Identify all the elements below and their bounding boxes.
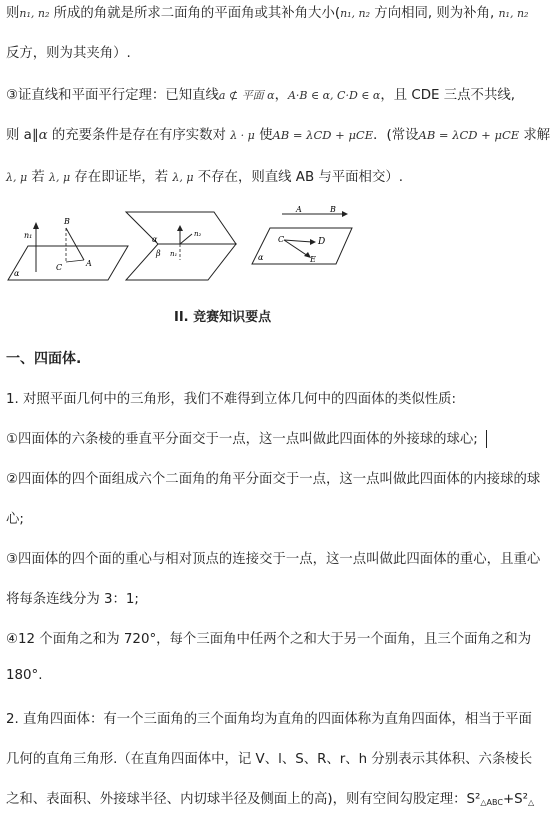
label-c: C — [278, 235, 285, 244]
paragraph-item1: 1. 对照平面几何中的三角形，我们不难得到立体几何中的四面体的类似性质: — [6, 392, 457, 407]
paragraph-item1a — [6, 428, 487, 448]
math-symbol: α — [38, 128, 48, 143]
math-expression: a ⊄ 平面 α — [218, 89, 275, 102]
text-fragment: ， — [274, 88, 288, 103]
diagram-dihedral-angle — [118, 204, 242, 286]
text-fragment: 不存在，则直线 AB 与平面相交）. — [193, 170, 403, 185]
label-beta: β — [156, 249, 161, 258]
text-fragment: 的充要条件是存在有序实数对 — [47, 128, 231, 143]
math-expression: A·B ∈ α, C·D ∈ α — [287, 89, 381, 102]
math-expression: λ · μ — [230, 129, 255, 142]
vector-equation: AB = λCD + μCE — [272, 128, 374, 142]
paragraph-item1b-line1: ②四面体的四个面组成六个二面角的角平分面交于一点，这一点叫做此四面体的内接球的球 — [6, 472, 541, 487]
section-title: II. 竞赛知识要点 — [174, 310, 272, 325]
text-line-3 — [6, 84, 515, 103]
text-fragment: ，且 CDE 三点不共线, — [380, 88, 515, 103]
label-a: A — [86, 259, 92, 268]
text-fragment: 使 — [254, 128, 273, 143]
text-line-2: 反方，则为其夹角）. — [6, 46, 131, 61]
text-fragment: ③证直线和平面平行定理：已知直线 — [6, 88, 219, 103]
text-line-5 — [6, 166, 403, 185]
text-fragment: 存在即证毕，若 — [70, 170, 173, 185]
math-expression: λ, μ — [6, 171, 28, 184]
text-line-4 — [6, 124, 550, 143]
paragraph-item2-line1: 2. 直角四面体：有一个三面角的三个面角均为直角的四面体称为直角四面体，相当于平面 — [6, 712, 532, 727]
text-fragment: 求解 — [519, 128, 551, 143]
label-e: E — [310, 255, 316, 264]
text-fragment: 则 a∥ — [6, 128, 39, 143]
vector-equation: AB = λCD + μCE — [418, 128, 520, 142]
math-expression: λ, μ — [172, 171, 194, 184]
text-fragment: +S² — [502, 792, 529, 807]
text-fragment: ．(常设 — [373, 128, 419, 143]
subscript: △ABC — [480, 798, 503, 807]
paragraph-item2-line2: 几何的直角三角形.（在直角四面体中，记 V、l、S、R、r、h 分别表示其体积、六条棱长 — [6, 752, 533, 767]
paragraph-item1d-line2: 180°. — [6, 668, 43, 683]
label-a: A — [296, 205, 302, 214]
paragraph-item1c-line1: ③四面体的四个面的重心与相对顶点的连接交于一点，这一点叫做此四面体的重心，且重心 — [6, 552, 541, 567]
text-fragment: 之和、表面积、外接球半径、内切球半径及侧面上的高)，则有空间勾股定理：S² — [6, 792, 481, 807]
text-caret — [486, 430, 487, 448]
label-d: D — [318, 237, 326, 247]
vector-n1-n2: n₁, n₂ — [340, 7, 371, 20]
subscript: △ — [528, 798, 535, 807]
paragraph-item1b-line2: 心; — [6, 512, 24, 527]
math-expression: λ, μ — [49, 171, 71, 184]
label-b: B — [64, 217, 70, 226]
diagram-line-perpendicular-plane — [0, 208, 130, 288]
vector-n1-n2: n₁, n₂ — [19, 7, 50, 20]
heading-tetrahedron: 一、四面体. — [6, 351, 82, 367]
text-fragment: 方向相同, 则为补角, — [370, 6, 499, 21]
text-fragment: 则 — [6, 6, 20, 21]
text-fragment: 若 — [27, 170, 50, 185]
vector-n1-n2: n₁, n₂ — [498, 7, 529, 20]
text-fragment: 所成的角就是所求二面角的平面角或其补角大小( — [49, 6, 341, 21]
text-line-1 — [6, 2, 528, 21]
label-n1: n₁ — [170, 250, 178, 258]
paragraph-item1c-line2: 将每条连线分为 3：1; — [6, 592, 139, 607]
label-n1: n₁ — [24, 231, 33, 240]
paragraph-item2-line3 — [6, 788, 534, 807]
text-fragment: ①四面体的六条棱的垂直平分面交于一点，这一点叫做此四面体的外接球的球心; — [6, 432, 478, 447]
label-b: B — [330, 205, 336, 214]
label-c: C — [56, 263, 63, 272]
label-alpha: α — [152, 235, 158, 244]
label-alpha: α — [258, 253, 264, 262]
diagram-line-parallel-plane — [248, 202, 358, 288]
label-alpha: α — [14, 269, 20, 278]
label-n2: n₂ — [194, 230, 202, 238]
paragraph-item1d-line1: ④12 个面角之和为 720°，每个三面角中任两个之和大于另一个面角，且三个面角之和为 — [6, 632, 532, 647]
